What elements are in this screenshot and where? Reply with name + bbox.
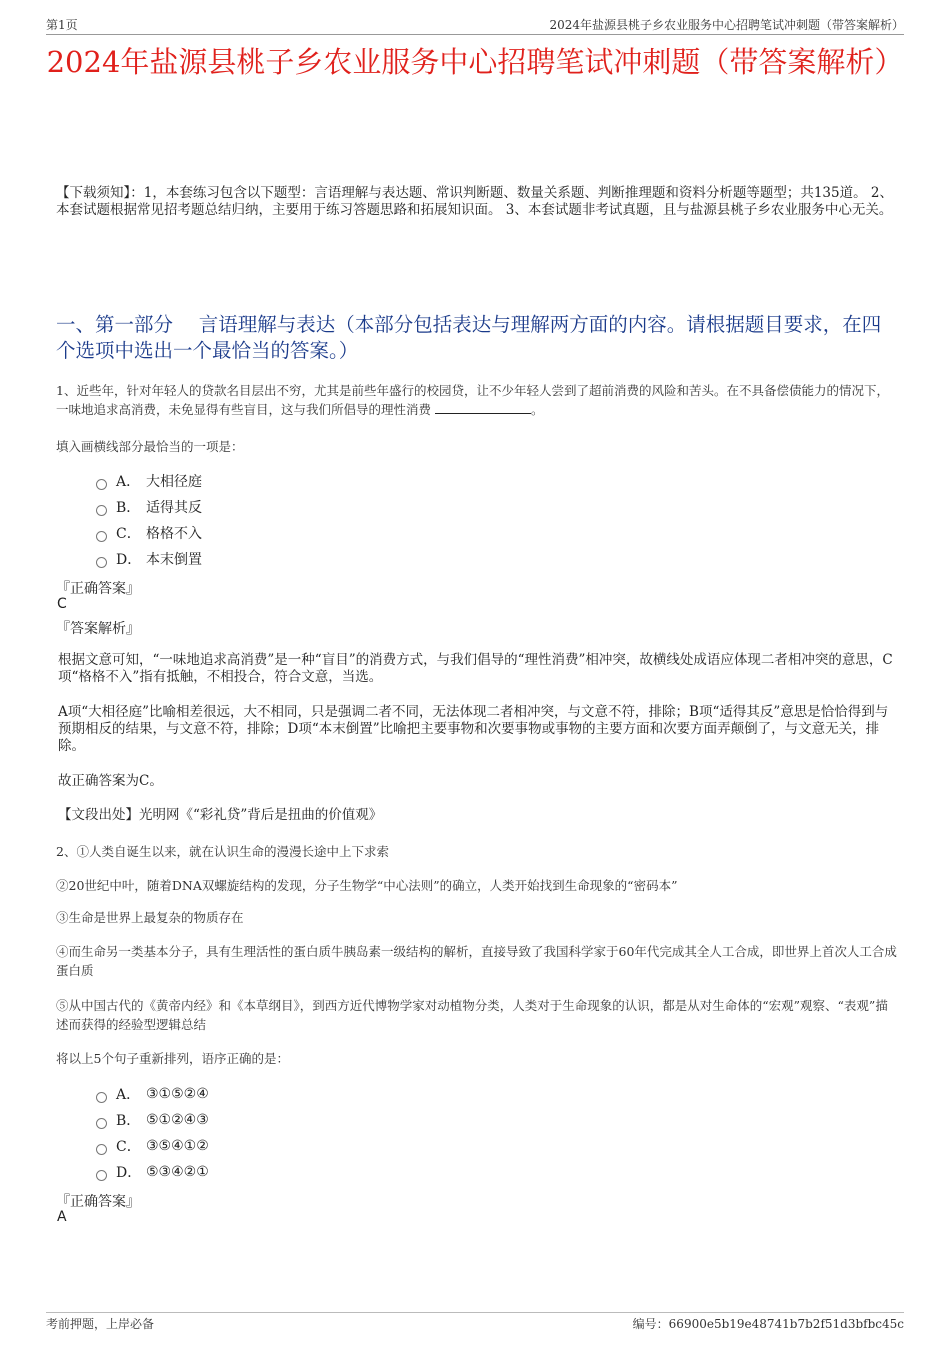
- option-c[interactable]: C． 格格不入: [96, 520, 202, 546]
- radio-icon[interactable]: [96, 505, 107, 516]
- radio-icon[interactable]: [96, 531, 107, 542]
- radio-icon[interactable]: [96, 1170, 107, 1181]
- question-1-options: [96, 468, 202, 572]
- question-2-line: ④而生命另一类基本分子，具有生理活性的蛋白质牛胰岛素一级结构的解析，直接导致了我国科学家于60年代完成其全人工合成，即世界上首次人工合成蛋白质: [56, 944, 897, 978]
- page-header: [46, 14, 904, 35]
- correct-answer: A: [57, 1209, 67, 1225]
- document-code: 编号：66900e5b19e48741b7b2f51d3bfbc45c: [632, 1317, 904, 1331]
- option-b[interactable]: B． ⑤①②④③: [96, 1107, 209, 1133]
- document-title: 2024年盐源县桃子乡农业服务中心招聘笔试冲刺题（带答案解析）: [46, 45, 904, 79]
- question-2-prompt: 将以上5个句子重新排列，语序正确的是：: [56, 1051, 289, 1066]
- analysis-paragraph: 根据文意可知，“一味地追求高消费”是一种“盲目”的消费方式，与我们倡导的“理性消费”相冲突，故横线处成语应体现二者相冲突的意思，C项“格格不入”指有抵触，不相投合，符合文意，当选。: [58, 652, 893, 685]
- answer-label: 『正确答案』: [56, 581, 140, 597]
- option-a[interactable]: A． 大相径庭: [96, 468, 202, 494]
- answer-label: 『正确答案』: [56, 1194, 140, 1210]
- option-c[interactable]: C． ③⑤④①②: [96, 1133, 209, 1159]
- radio-icon[interactable]: [96, 479, 107, 490]
- analysis-paragraph: A项“大相径庭”比喻相差很远，大不相同，只是强调二者不同，无法体现二者相冲突，与文意不符，排除；B项“适得其反”意思是恰恰得到与预期相反的结果，与文意不符，排除；D项“本末倒置”比喻把主要事物和次要事物或事物的主要方面和次要方面弄颠倒了，与文意无关，排除。: [58, 704, 889, 754]
- section-title: 一、第一部分 言语理解与表达（本部分包括表达与理解两方面的内容。请根据题目要求，在四个选项中选出一个最恰当的答案。）: [56, 313, 882, 362]
- question-2-line: ⑤从中国古代的《黄帝内经》和《本草纲目》，到西方近代博物学家对动植物分类，人类对于生命现象的认识，都是从对生命体的“宏观”观察、“表观”描述而获得的经验型逻辑总结: [56, 998, 888, 1032]
- page-number: 第1页: [46, 18, 78, 32]
- option-d[interactable]: D． ⑤③④②①: [96, 1159, 209, 1185]
- question-2-options: [96, 1081, 209, 1185]
- question-2-line: ②20世纪中叶，随着DNA双螺旋结构的发现，分子生物学“中心法则”的确立，人类开始找到生命现象的“密码本”: [56, 878, 678, 893]
- question-2-line: 2、①人类自诞生以来，就在认识生命的漫漫长途中上下求索: [56, 844, 389, 859]
- answer-blank: [435, 401, 531, 414]
- correct-answer: C: [57, 596, 67, 612]
- question-1-stem: 1、近些年，针对年轻人的贷款名目层出不穷，尤其是前些年盛行的校园贷，让不少年轻人尝到了超前消费的风险和苦头。在不具备偿债能力的情况下，一味地追求高消费，未免显得有些盲目，这与我们所倡导的理性消费 。: [56, 383, 889, 417]
- question-2-line: ③生命是世界上最复杂的物质存在: [56, 910, 244, 925]
- radio-icon[interactable]: [96, 1144, 107, 1155]
- radio-icon[interactable]: [96, 1092, 107, 1103]
- download-notice: 【下载须知】：1，本套练习包含以下题型：言语理解与表达题、常识判断题、数量关系题、判断推理题和资料分析题等题型；共135道。 2、本套试题根据常见招考题总结归纳，主要用于练习答题思路和拓展知识面。 3、本套试题非考试真题，且与盐源县桃子乡农业服务中心无关。: [56, 185, 893, 218]
- option-b[interactable]: B． 适得其反: [96, 494, 202, 520]
- radio-icon[interactable]: [96, 557, 107, 568]
- question-1-prompt: 填入画横线部分最恰当的一项是：: [56, 439, 244, 454]
- passage-source: 【文段出处】光明网《“彩礼贷”背后是扭曲的价值观》: [58, 807, 383, 823]
- analysis-label: 『答案解析』: [56, 621, 140, 637]
- analysis-paragraph: 故正确答案为C。: [58, 773, 163, 789]
- page-footer: [46, 1312, 904, 1337]
- footer-slogan: 考前押题，上岸必备: [46, 1317, 155, 1331]
- option-a[interactable]: A． ③①⑤②④: [96, 1081, 209, 1107]
- option-d[interactable]: D． 本末倒置: [96, 546, 202, 572]
- radio-icon[interactable]: [96, 1118, 107, 1129]
- header-doc-title: 2024年盐源县桃子乡农业服务中心招聘笔试冲刺题（带答案解析）: [549, 18, 904, 32]
